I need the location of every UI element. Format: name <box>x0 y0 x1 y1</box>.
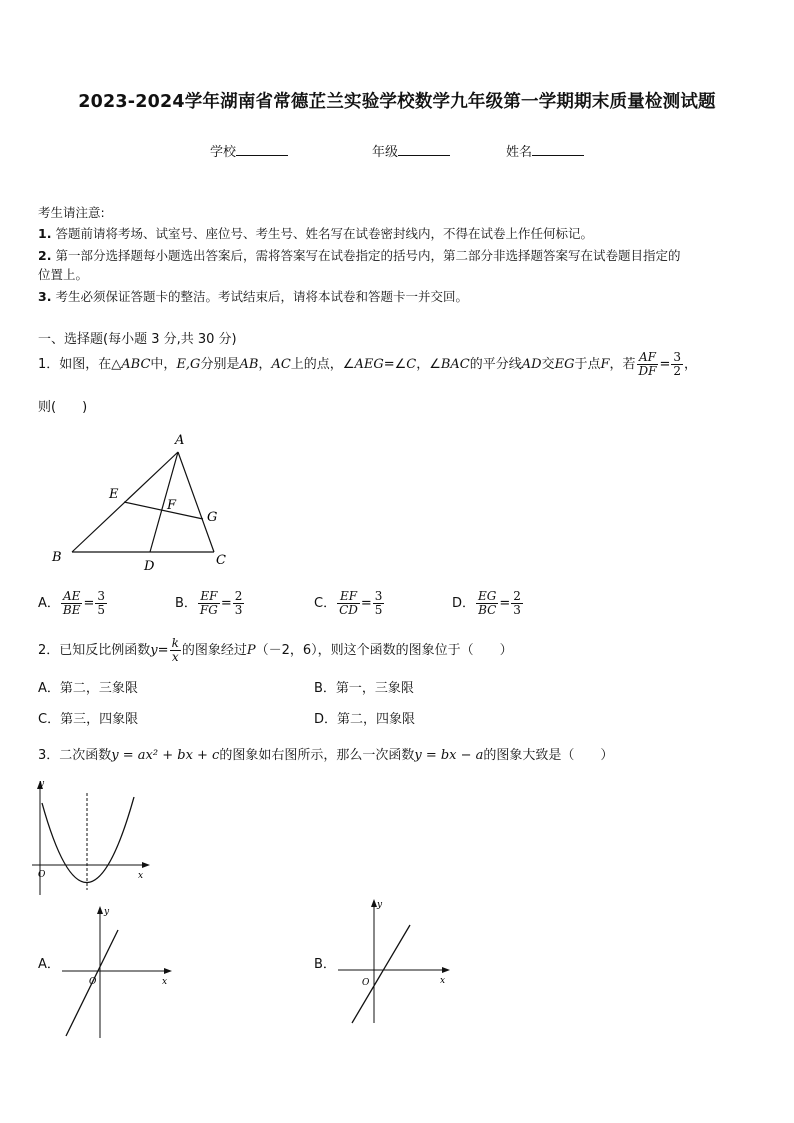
option-label: B． <box>314 681 336 696</box>
q-text: 交 <box>541 357 555 373</box>
question-2 <box>38 637 513 664</box>
option-label: D． <box>452 596 476 612</box>
q-text: ， <box>684 357 698 373</box>
option-text: 第二，四象限 <box>337 712 416 727</box>
q-num: 3． <box>38 748 60 763</box>
frac-den: BC <box>478 603 497 618</box>
q1-option-d[interactable] <box>452 590 524 617</box>
fraction <box>337 590 360 617</box>
q-text: 的图象大致是（ ） <box>483 748 614 763</box>
q-math: C <box>406 357 417 373</box>
x-arrow-icon <box>142 862 150 868</box>
q-text: =∠ <box>383 357 407 373</box>
q-text: 分别是 <box>200 357 240 373</box>
frac-num: 2 <box>513 589 521 603</box>
fraction <box>170 637 181 664</box>
q-text: ， <box>258 357 272 373</box>
grade-label: 年级 <box>372 145 399 160</box>
frac-den: BE <box>62 603 81 618</box>
q-text: 的平分线 <box>469 357 522 373</box>
option-eq: = <box>360 596 372 612</box>
label-d: D <box>144 559 155 574</box>
triangle-figure <box>40 428 240 578</box>
origin-label: O <box>362 978 370 988</box>
frac-den: 3 <box>234 603 243 618</box>
q-text: = <box>157 643 169 659</box>
q-math: AC <box>271 357 291 373</box>
q-text: 于点 <box>574 357 601 373</box>
notice-item-1 <box>38 224 593 242</box>
q-math: P <box>246 643 256 659</box>
option-eq: = <box>220 596 232 612</box>
q-math: AEG <box>354 357 384 373</box>
question-3 <box>38 744 613 763</box>
q-math: y = bx − a <box>414 748 484 763</box>
section-heading: 一、选择题(每小题 3 分,共 30 分) <box>38 332 237 347</box>
q1-option-a[interactable] <box>38 590 108 617</box>
frac-num: 3 <box>97 589 106 603</box>
frac-num: AF <box>637 351 659 365</box>
label-e: E <box>109 487 119 502</box>
notice-text: 答题前请将考场、试室号、座位号、考生号、姓名写在试卷密封线内，不得在试卷上作任何标记。 <box>55 226 593 241</box>
fraction <box>511 590 523 617</box>
label-c: C <box>216 553 226 568</box>
option-label: D． <box>314 712 338 727</box>
q2-option-c[interactable] <box>38 708 138 727</box>
x-label: x <box>162 977 168 987</box>
notice-text: 考生必须保证答题卡的整洁。考试结束后，请将本试卷和答题卡一并交回。 <box>55 289 468 304</box>
school-blank[interactable] <box>236 143 288 156</box>
question-1 <box>38 351 697 378</box>
q2-option-a[interactable] <box>38 677 138 696</box>
fraction <box>198 590 220 617</box>
q-text: ，∠ <box>416 357 441 373</box>
q3-option-a-graph[interactable] <box>60 900 180 1040</box>
name-field[interactable] <box>506 141 584 160</box>
fraction <box>95 590 107 617</box>
school-field[interactable] <box>210 141 288 160</box>
y-label: y <box>104 907 110 917</box>
frac-num: 2 <box>234 589 243 603</box>
label-b: B <box>52 550 62 565</box>
frac-den: CD <box>339 603 358 618</box>
q-math: E,G <box>176 357 201 373</box>
y-label: y <box>39 779 45 789</box>
option-label: B． <box>175 596 197 612</box>
option-text: 第二，三象限 <box>59 681 138 696</box>
frac-den: 5 <box>97 603 106 618</box>
page-title: 2023-2024学年湖南省常德芷兰实验学校数学九年级第一学期期末质量检测试题 <box>78 92 716 112</box>
grade-blank[interactable] <box>398 143 450 156</box>
option-eq: = <box>83 596 95 612</box>
frac-num: AE <box>61 590 83 604</box>
q-math: y = ax² + bx + c <box>111 748 220 763</box>
notice-item-3 <box>38 287 468 305</box>
frac-den: FG <box>199 603 218 618</box>
label-g: G <box>207 510 218 525</box>
option-label: A． <box>38 681 60 696</box>
q-text: （－2，6），则这个函数的图象位于（ ） <box>255 643 513 659</box>
frac-num: EF <box>198 590 220 604</box>
q-math: BAC <box>440 357 470 373</box>
origin-label: O <box>89 977 97 987</box>
notice-text: 第一部分选择题每小题选出答案后，需将答案写在试卷指定的括号内，第二部分非选择题答案写在试卷题目指定的 <box>55 248 681 263</box>
label-f: F <box>167 498 177 513</box>
notice-item-2-cont: 位置上。 <box>38 267 89 282</box>
option-eq: = <box>499 596 511 612</box>
q-math: AB <box>239 357 259 373</box>
q2-option-b[interactable] <box>314 677 414 696</box>
y-label: y <box>377 900 383 910</box>
name-blank[interactable] <box>532 143 584 156</box>
frac-num: EF <box>337 590 360 604</box>
x-arrow-icon <box>442 967 450 973</box>
q-num: 2． <box>38 643 60 659</box>
label-a: A <box>175 433 185 448</box>
frac-den: DF <box>638 364 657 379</box>
q-text: 二次函数 <box>59 748 112 763</box>
x-arrow-icon <box>164 968 172 974</box>
frac-num: 3 <box>673 350 682 364</box>
frac-num: EG <box>478 589 497 603</box>
q-math: F <box>600 357 610 373</box>
notice-heading: 考生请注意: <box>38 205 105 220</box>
origin-label: O <box>38 870 46 880</box>
q1-option-b[interactable] <box>175 590 245 617</box>
frac-num: k <box>171 636 179 650</box>
q-text: 上的点，∠ <box>290 357 355 373</box>
q-math: y <box>150 643 158 659</box>
q-text: 已知反比例函数 <box>59 643 151 659</box>
fraction <box>373 590 385 617</box>
option-text: 第三，四象限 <box>60 712 139 727</box>
q-math: EG <box>554 357 575 373</box>
grade-field[interactable] <box>372 141 450 160</box>
notice-num: 1. <box>38 226 52 241</box>
fraction <box>671 351 683 378</box>
fraction <box>61 590 83 617</box>
q1-then: 则( ) <box>38 400 88 415</box>
q-math: ABC <box>121 357 151 373</box>
notice-item-2 <box>38 246 768 264</box>
school-label: 学校 <box>210 145 237 160</box>
notice-num: 2. <box>38 248 52 263</box>
q-text: 的图象如右图所示，那么一次函数 <box>219 748 415 763</box>
parabola-curve <box>42 797 134 883</box>
frac-den: x <box>171 650 179 665</box>
option-label: A． <box>38 596 60 612</box>
q-num: 1． <box>38 357 60 373</box>
q2-option-d[interactable] <box>314 708 415 727</box>
q-text: ，若 <box>609 357 636 373</box>
q-text: 中， <box>150 357 177 373</box>
fraction <box>233 590 245 617</box>
frac-den: 5 <box>374 603 383 618</box>
y-arrow-icon <box>97 906 103 914</box>
q3-option-b-graph[interactable] <box>334 895 459 1027</box>
q3-option-a-label[interactable]: A． <box>38 957 60 972</box>
q-text: 的图象经过 <box>181 643 247 659</box>
frac-den: 3 <box>513 603 521 618</box>
q3-option-b-label[interactable]: B． <box>314 957 336 972</box>
x-label: x <box>440 976 446 986</box>
q-math: AD <box>521 357 542 373</box>
segment-ac <box>178 452 214 552</box>
option-label: C． <box>38 712 61 727</box>
notice-num: 3. <box>38 289 52 304</box>
option-label: C． <box>314 596 337 612</box>
frac-num: 3 <box>374 589 383 603</box>
parabola-figure <box>30 775 155 900</box>
q1-option-c[interactable] <box>314 590 385 617</box>
q-text: 如图，在△ <box>59 357 122 373</box>
fraction <box>637 351 659 378</box>
x-label: x <box>138 871 144 881</box>
frac-den: 2 <box>673 364 682 379</box>
option-text: 第一，三象限 <box>335 681 414 696</box>
fraction <box>476 590 498 617</box>
line-graph <box>352 925 410 1023</box>
q-text: = <box>659 357 671 373</box>
name-label: 姓名 <box>506 145 533 160</box>
